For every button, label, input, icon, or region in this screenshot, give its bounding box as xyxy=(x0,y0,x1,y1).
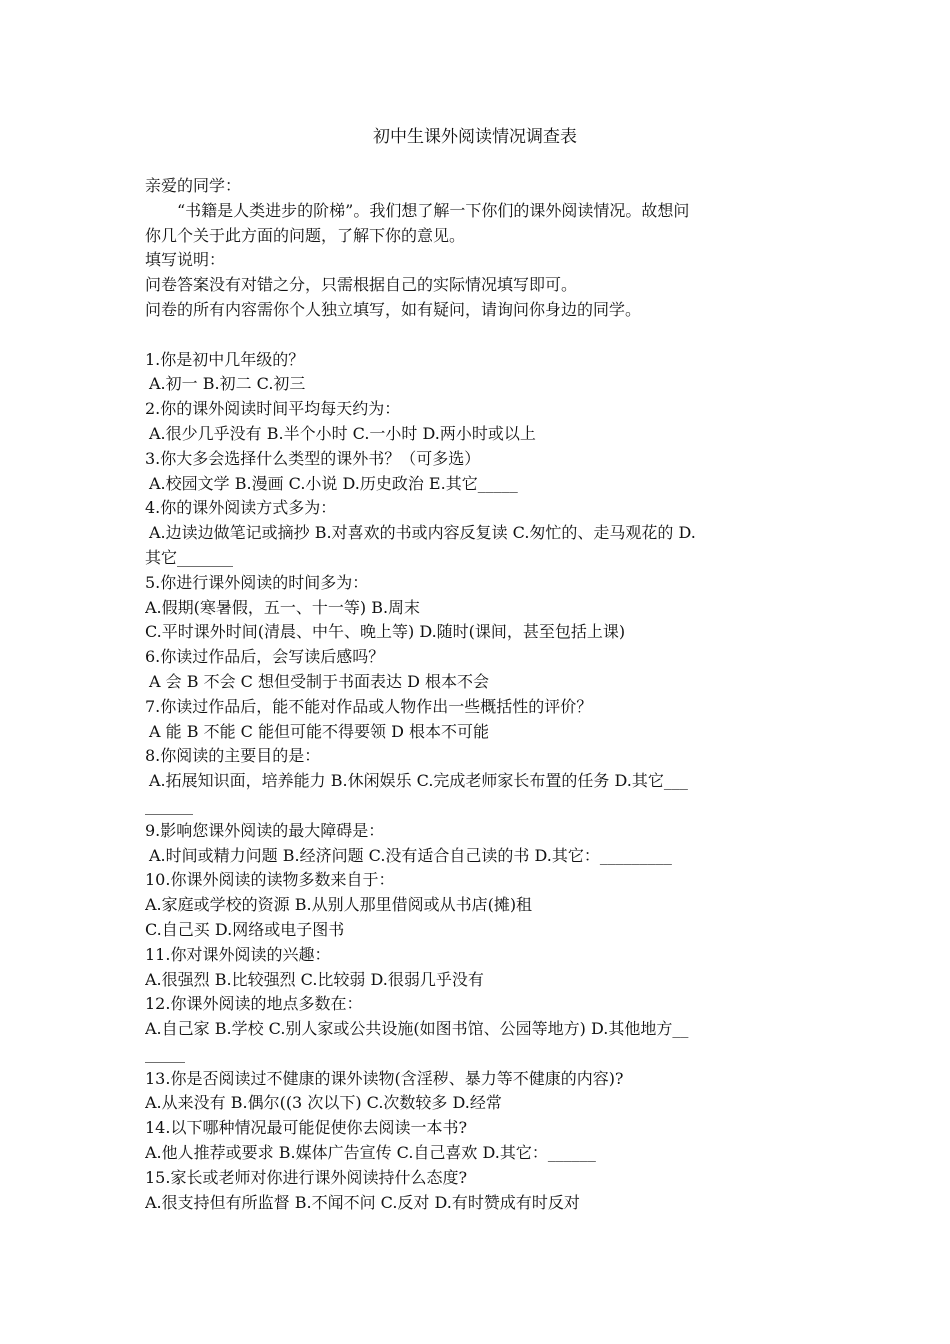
question-text: 1.你是初中几年级的？ xyxy=(145,349,305,369)
question-text: 6.你读过作品后，会写读后感吗？ xyxy=(145,647,385,667)
question-text: 12.你课外阅读的地点多数在： xyxy=(145,994,363,1014)
question-text: 14.以下哪种情况最可能促使你去阅读一本书? xyxy=(145,1118,468,1138)
answer-options: A.很强烈 B.比较强烈 C.比较弱 D.很弱几乎没有 xyxy=(145,969,484,989)
answer-options: A.边读边做笔记或摘抄 B.对喜欢的书或内容反复读 C.匆忙的、走马观花的 D. xyxy=(149,523,696,543)
question-text: 3.你大多会选择什么类型的课外书？（可多选） xyxy=(145,448,481,468)
intro-paragraph-line: “书籍是人类进步的阶梯”。我们想了解一下你们的课外阅读情况。故想问 xyxy=(177,200,690,220)
answer-options: A 会 B 不会 C 想但受制于书面表达 D 根本不会 xyxy=(149,671,489,691)
question-text: 10.你课外阅读的读物多数来自于： xyxy=(145,870,395,890)
answer-options: A.校园文学 B.漫画 C.小说 D.历史政治 E.其它_____ xyxy=(149,473,518,493)
question-text: 9.影响您课外阅读的最大障碍是： xyxy=(145,820,385,840)
answer-options: ______ xyxy=(145,795,193,815)
instruction-item: 问卷答案没有对错之分，只需根据自己的实际情况填写即可。 xyxy=(145,275,578,295)
answer-options: 其它_______ xyxy=(145,547,234,567)
answer-options: C.平时课外时间(清晨、中午、晚上等) D.随时(课间，甚至包括上课) xyxy=(145,622,626,642)
greeting: 亲爱的同学： xyxy=(145,176,242,195)
question-text: 11.你对课外阅读的兴趣： xyxy=(145,944,331,964)
answer-options: A.初一 B.初二 C.初三 xyxy=(149,374,306,394)
question-text: 8.你阅读的主要目的是： xyxy=(145,746,321,766)
intro-paragraph-line: 你几个关于此方面的问题，了解下你的意见。 xyxy=(145,225,466,245)
answer-options: A.他人推荐或要求 B.媒体广告宣传 C.自己喜欢 D.其它：______ xyxy=(145,1143,596,1163)
instruction-item: 问卷的所有内容需你个人独立填写，如有疑问，请询问你身边的同学。 xyxy=(145,299,642,319)
question-text: 15.家长或老师对你进行课外阅读持什么态度? xyxy=(145,1167,468,1187)
question-text: 2.你的课外阅读时间平均每天约为： xyxy=(145,399,401,419)
document-body xyxy=(145,174,810,1215)
answer-options: A 能 B 不能 C 能但可能不得要领 D 根本不可能 xyxy=(149,721,489,741)
spacer xyxy=(145,323,810,348)
answer-options: A.很支持但有所监督 B.不闻不问 C.反对 D.有时赞成有时反对 xyxy=(145,1192,580,1212)
question-text: 7.你读过作品后，能不能对作品或人物作出一些概括性的评价？ xyxy=(145,696,593,716)
instructions-heading: 填写说明： xyxy=(145,250,226,270)
answer-options: A.拓展知识面，培养能力 B.休闲娱乐 C.完成老师家长布置的任务 D.其它___ xyxy=(149,771,688,791)
answer-options: A.自己家 B.学校 C.别人家或公共设施(如图书馆、公园等地方) D.其他地方__ xyxy=(145,1019,689,1039)
question-text: 13.你是否阅读过不健康的课外读物(含淫秽、暴力等不健康的内容)? xyxy=(145,1068,624,1088)
answer-options: C.自己买 D.网络或电子图书 xyxy=(145,919,345,939)
question-list xyxy=(145,348,810,1216)
answer-options: A.很少几乎没有 B.半个小时 C.一小时 D.两小时或以上 xyxy=(149,423,536,443)
answer-options: A.家庭或学校的资源 B.从别人那里借阅或从书店(摊)租 xyxy=(145,895,533,915)
question-text: 4.你的课外阅读方式多为： xyxy=(145,498,337,518)
answer-options: A.时间或精力问题 B.经济问题 C.没有适合自己读的书 D.其它：_________ xyxy=(149,845,672,865)
answer-options: _____ xyxy=(145,1043,185,1063)
question-text: 5.你进行课外阅读的时间多为： xyxy=(145,572,369,592)
answer-options: A.假期(寒暑假，五一、十一等) B.周末 xyxy=(145,597,421,617)
page-title: 初中生课外阅读情况调查表 xyxy=(373,127,577,147)
answer-options: A.从来没有 B.偶尔((3 次以下) C.次数较多 D.经常 xyxy=(145,1093,502,1113)
